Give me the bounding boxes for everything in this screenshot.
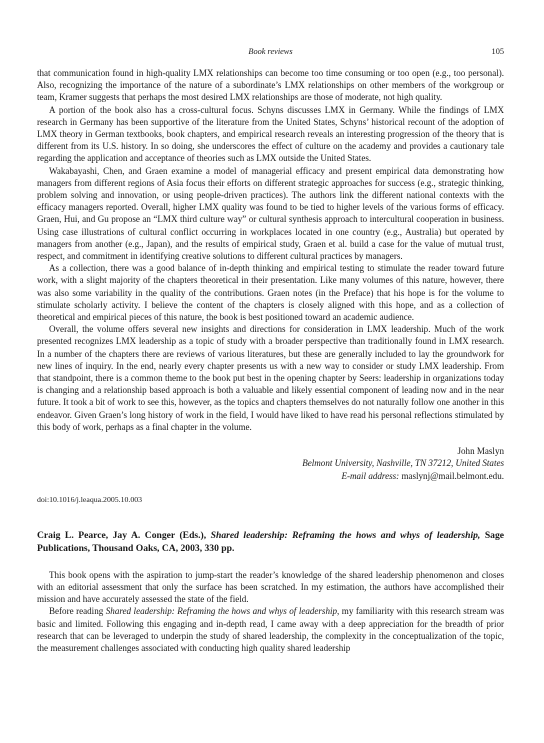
email-address: maslynj@mail.belmont.edu. xyxy=(401,470,504,481)
paragraph: Overall, the volume offers several new insights and directions for consideration in LMX leadership. Much of the work presented recognizes LMX leadership as a topic of study with a broader perspective than traditionally found in LMX research. In a number of the chapters there are reviews of various literatures, but these are generally included to lay the groundwork for new lines of inquiry. In the end, nearly every chapter presents us with a new way to consider or study LMX leadership. From that standpoint, there is a common theme to the book put best in the opening chapter by Seers: leadership in organizations today is changing and a relationship based approach is both a valuable and likely essential component of leading now and in the near future. It took a bit of work to see this, however, as the topics and chapters themselves do not naturally follow one another in this endeavor. Given Graen’s long history of work in the field, I would have liked to have read his personal reflections stimulated by this body of work, perhaps as a final chapter in the volume. xyxy=(37,324,504,432)
reviewer-email xyxy=(37,470,504,482)
text-run: Before reading xyxy=(49,606,104,617)
review-heading xyxy=(37,529,504,556)
email-label: E-mail address: xyxy=(341,470,400,481)
paragraph xyxy=(37,605,504,654)
review-book-title: Shared leadership: Reframing the hows and whys of leadership, xyxy=(210,529,481,541)
reviewer-signature xyxy=(37,445,504,482)
text-run: , my familiarity with this research stream was basic and limited. Following this engaging and in-depth read, I came away with a deep appreciation for the breadth of prior research that can be leveraged to underpin the study of shared leadership, the complexity in the conceptualization of the topic, the measurement challenges associated with conducting high quality shared leadership xyxy=(37,606,504,653)
reviewer-affiliation: Belmont University, Nashville, TN 37212, United States xyxy=(302,458,504,469)
review-authors: Craig L. Pearce, Jay A. Conger (Eds.), xyxy=(37,529,207,541)
paragraph: This book opens with the aspiration to jump-start the reader’s knowledge of the shared leadership phenomenon and closes with an editorial assessment that only the surface has been scratched. In my estimation, the authors have accomplished their mission and have accurately assessed the state of the field. xyxy=(37,569,504,605)
paragraph: A portion of the book also has a cross-cultural focus. Schyns discusses LMX in Germany. While the findings of LMX research in Germany has been supportive of the literature from the United States, Schyns’ historical recount of the adoption of LMX theory in German textbooks, book chapters, and empirical research reveals an interesting progression of the theory that is different from its U.S. history. In so doing, she underscores the effect of culture on the academy and provides a cautionary tale regarding the application and acceptance of theories such as LMX outside the United States. xyxy=(37,104,504,164)
review-publisher: Sage Publications, Thousand Oaks, CA, 2003, 330 pp. xyxy=(37,529,505,555)
reviewer-name: John Maslyn xyxy=(457,446,504,457)
doi: doi:10.1016/j.leaqua.2005.10.003 xyxy=(37,494,143,504)
book-title-inline: Shared leadership: Reframing the hows and whys of leadership xyxy=(105,606,338,617)
article-body xyxy=(37,67,504,654)
running-head xyxy=(37,47,504,59)
review-body xyxy=(37,569,504,654)
paragraph: Wakabayashi, Chen, and Graen examine a model of managerial efficacy and present empirical data demonstrating how managers from different regions of Asia focus their efforts on different strategic approaches for success (e.g., strategic thinking, problem solving and innovation, or using people-driven practices). The authors link the different national contexts with the efficacy managers reported. Overall, higher LMX quality was found to be tied to higher levels of the various forms of efficacy. Graen, Hui, and Gu propose an “LMX third culture way” or cultural synthesis approach to intercultural cooperation in business. Using case illustrations of cultural conflict occurring in workplaces located in one country (e.g., Australia) but operated by managers from another (e.g., Japan), and the results of empirical study, Graen et al. build a case for the value of mutual trust, respect, and commitment in identifying creative solutions to different cultural practices by managers. xyxy=(37,165,504,262)
paragraph: As a collection, there was a good balance of in-depth thinking and empirical testing to stimulate the reader toward future work, with a slight majority of the chapters theoretical in their presentation. Like many volumes of this nature, however, there was also some variability in the quality of the contributions. Graen notes (in the Preface) that his hope is for the volume to stimulate scholarly activity. I believe the content of the chapters is closely aligned with this hope, and as a collection of theoretical and empirical pieces of this nature, the book is best positioned toward an academic audience. xyxy=(37,263,504,323)
page-number: 105 xyxy=(491,47,504,56)
paragraph: that communication found in high-quality LMX relationships can become too time consuming or too open (e.g., too personal). Also, recognizing the importance of the nature of a subordinate’s LMX relationships on other members of the workgroup or team, Kramer suggests that perhaps the most desired LMX relationships are those of moderate, not high quality. xyxy=(37,68,504,103)
running-head-title: Book reviews xyxy=(248,47,293,56)
